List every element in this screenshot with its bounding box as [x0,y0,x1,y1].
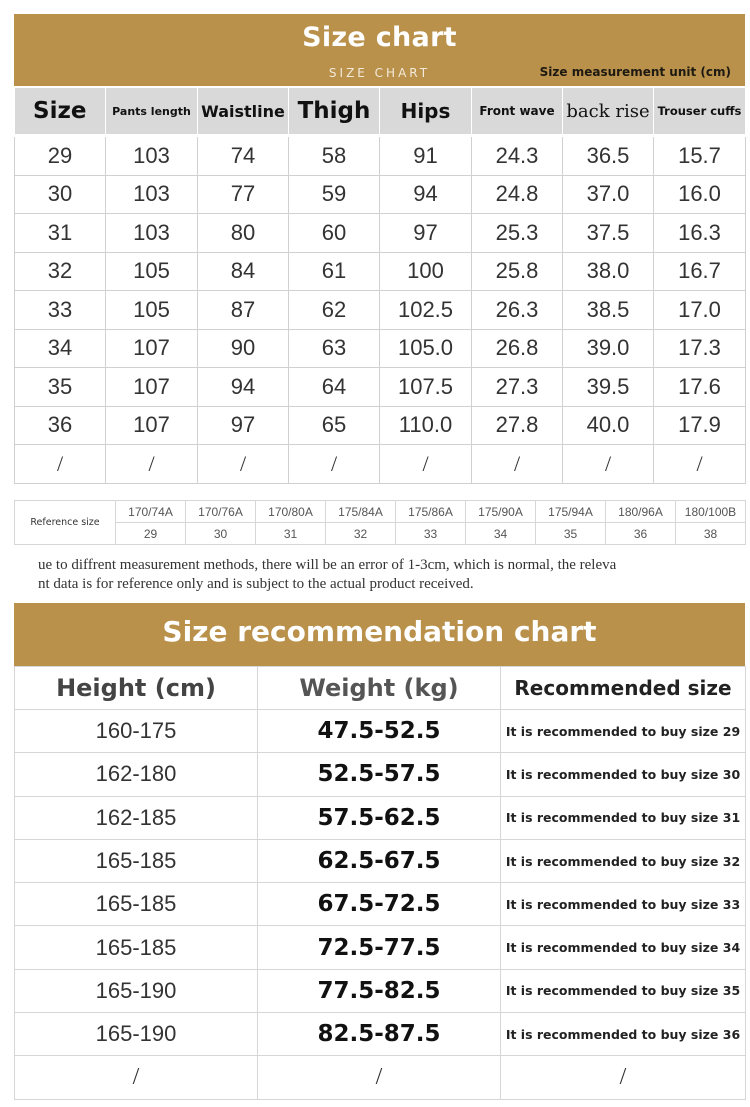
table-row [15,926,746,969]
reference-height: 180/96A [606,501,676,523]
table-cell: 107 [106,329,198,368]
column-header: Weight (kg) [258,667,501,710]
table-cell: 37.0 [563,175,654,214]
table-cell: 160-175 [15,710,258,753]
table-cell: 38.0 [563,252,654,291]
table-cell: 40.0 [563,406,654,445]
table-row [15,883,746,926]
recommendation-table [14,666,746,1100]
reference-size: 32 [326,523,396,545]
table-cell: / [106,445,198,484]
table-cell: 165-185 [15,883,258,926]
table-row [15,445,746,484]
column-header: Thigh [289,88,380,136]
reference-size: 29 [116,523,186,545]
table-cell: 103 [106,175,198,214]
size-table-header [15,88,746,136]
table-cell: 25.3 [472,214,563,253]
reference-size: 35 [536,523,606,545]
disclaimer-line: nt data is for reference only and is subject to the actual product received. [38,576,474,592]
table-cell: 24.8 [472,175,563,214]
column-header: Hips [380,88,472,136]
table-cell: 63 [289,329,380,368]
reference-size: 33 [396,523,466,545]
table-cell: 97 [198,406,289,445]
disclaimer-line: ue to diffrent measurement methods, there will be an error of 1-3cm, which is normal, the releva [38,557,617,573]
reference-height: 175/90A [466,501,536,523]
reference-height: 180/100B [676,501,746,523]
table-cell: 60 [289,214,380,253]
recommendation-banner [14,603,745,666]
table-cell: 30 [15,175,106,214]
table-cell: 65 [289,406,380,445]
table-row [15,839,746,882]
table-cell: It is recommended to buy size 30 [501,753,746,796]
table-cell: 80 [198,214,289,253]
table-cell: / [472,445,563,484]
table-cell: / [258,1056,501,1099]
table-cell: 38.5 [563,291,654,330]
column-header: Trouser cuffs [654,88,746,136]
table-row [15,1013,746,1056]
table-cell: 64 [289,368,380,407]
table-cell: / [198,445,289,484]
table-row [15,136,746,176]
table-cell: 61 [289,252,380,291]
table-cell: 17.3 [654,329,746,368]
column-header: Recommended size [501,667,746,710]
table-row [15,175,746,214]
table-cell: It is recommended to buy size 32 [501,839,746,882]
reference-height: 175/86A [396,501,466,523]
table-cell: 39.0 [563,329,654,368]
table-cell: 90 [198,329,289,368]
table-row [15,796,746,839]
table-cell: 16.0 [654,175,746,214]
table-cell: It is recommended to buy size 33 [501,883,746,926]
table-cell: 165-185 [15,839,258,882]
reference-height: 170/76A [186,501,256,523]
table-row [15,406,746,445]
table-cell: 107 [106,406,198,445]
table-cell: 72.5-77.5 [258,926,501,969]
size-chart-subtitle: SIZE CHART [328,66,431,80]
table-cell: 62.5-67.5 [258,839,501,882]
table-cell: 67.5-72.5 [258,883,501,926]
table-cell: It is recommended to buy size 29 [501,710,746,753]
table-cell: 29 [15,136,106,176]
size-table [14,88,746,484]
reference-height: 170/80A [256,501,326,523]
table-cell: 26.8 [472,329,563,368]
table-cell: / [501,1056,746,1099]
table-row [15,969,746,1012]
column-header: back rise [563,88,654,136]
table-cell: 26.3 [472,291,563,330]
table-cell: 165-190 [15,1013,258,1056]
table-cell: / [654,445,746,484]
table-cell: 57.5-62.5 [258,796,501,839]
table-row [15,329,746,368]
table-row [15,252,746,291]
table-cell: 103 [106,214,198,253]
table-cell: 58 [289,136,380,176]
reference-size: 30 [186,523,256,545]
measurement-unit-note: Size measurement unit (cm) [539,65,731,79]
table-cell: 39.5 [563,368,654,407]
table-row [15,368,746,407]
table-row [15,1056,746,1099]
measurement-disclaimer [38,556,738,594]
table-cell: 105.0 [380,329,472,368]
table-cell: 94 [380,175,472,214]
table-cell: 87 [198,291,289,330]
table-cell: It is recommended to buy size 35 [501,969,746,1012]
table-row [15,214,746,253]
table-cell: / [15,445,106,484]
column-header: Pants length [106,88,198,136]
reference-size: 38 [676,523,746,545]
column-header: Front wave [472,88,563,136]
table-cell: 33 [15,291,106,330]
table-cell: 82.5-87.5 [258,1013,501,1056]
table-cell: 27.3 [472,368,563,407]
reference-size-label: Reference size [15,501,116,545]
table-cell: 77.5-82.5 [258,969,501,1012]
table-cell: / [380,445,472,484]
table-cell: 107.5 [380,368,472,407]
table-cell: 36 [15,406,106,445]
table-cell: 16.7 [654,252,746,291]
table-cell: 17.6 [654,368,746,407]
column-header: Waistline [198,88,289,136]
table-cell: 62 [289,291,380,330]
table-row [15,753,746,796]
table-cell: 162-185 [15,796,258,839]
table-row [15,710,746,753]
size-chart-banner [14,14,745,86]
size-chart-title: Size chart [302,22,457,53]
column-header: Height (cm) [15,667,258,710]
table-cell: 27.8 [472,406,563,445]
table-cell: 59 [289,175,380,214]
table-cell: 110.0 [380,406,472,445]
table-cell: 24.3 [472,136,563,176]
table-cell: 32 [15,252,106,291]
reference-size-table [14,500,746,545]
table-cell: 16.3 [654,214,746,253]
table-cell: 47.5-52.5 [258,710,501,753]
table-cell: 35 [15,368,106,407]
table-cell: 105 [106,291,198,330]
table-cell: 77 [198,175,289,214]
table-row [15,291,746,330]
reference-size: 31 [256,523,326,545]
reference-size: 36 [606,523,676,545]
table-cell: 17.9 [654,406,746,445]
table-cell: 15.7 [654,136,746,176]
table-cell: 84 [198,252,289,291]
table-cell: 165-190 [15,969,258,1012]
reference-size: 34 [466,523,536,545]
table-cell: 94 [198,368,289,407]
recommendation-header [15,667,746,710]
table-cell: 102.5 [380,291,472,330]
table-cell: 105 [106,252,198,291]
table-cell: It is recommended to buy size 31 [501,796,746,839]
table-cell: 91 [380,136,472,176]
table-cell: 100 [380,252,472,291]
table-cell: / [563,445,654,484]
recommendation-title: Size recommendation chart [162,615,597,648]
table-cell: 103 [106,136,198,176]
table-cell: / [289,445,380,484]
table-cell: It is recommended to buy size 34 [501,926,746,969]
table-cell: 107 [106,368,198,407]
column-header: Size [15,88,106,136]
table-cell: 37.5 [563,214,654,253]
table-cell: It is recommended to buy size 36 [501,1013,746,1056]
reference-height: 175/84A [326,501,396,523]
table-cell: 31 [15,214,106,253]
table-cell: 52.5-57.5 [258,753,501,796]
reference-height: 175/94A [536,501,606,523]
table-cell: 97 [380,214,472,253]
table-cell: 162-180 [15,753,258,796]
table-cell: 17.0 [654,291,746,330]
table-cell: 25.8 [472,252,563,291]
table-cell: 34 [15,329,106,368]
reference-height: 170/74A [116,501,186,523]
table-cell: 74 [198,136,289,176]
table-cell: / [15,1056,258,1099]
table-cell: 165-185 [15,926,258,969]
table-cell: 36.5 [563,136,654,176]
